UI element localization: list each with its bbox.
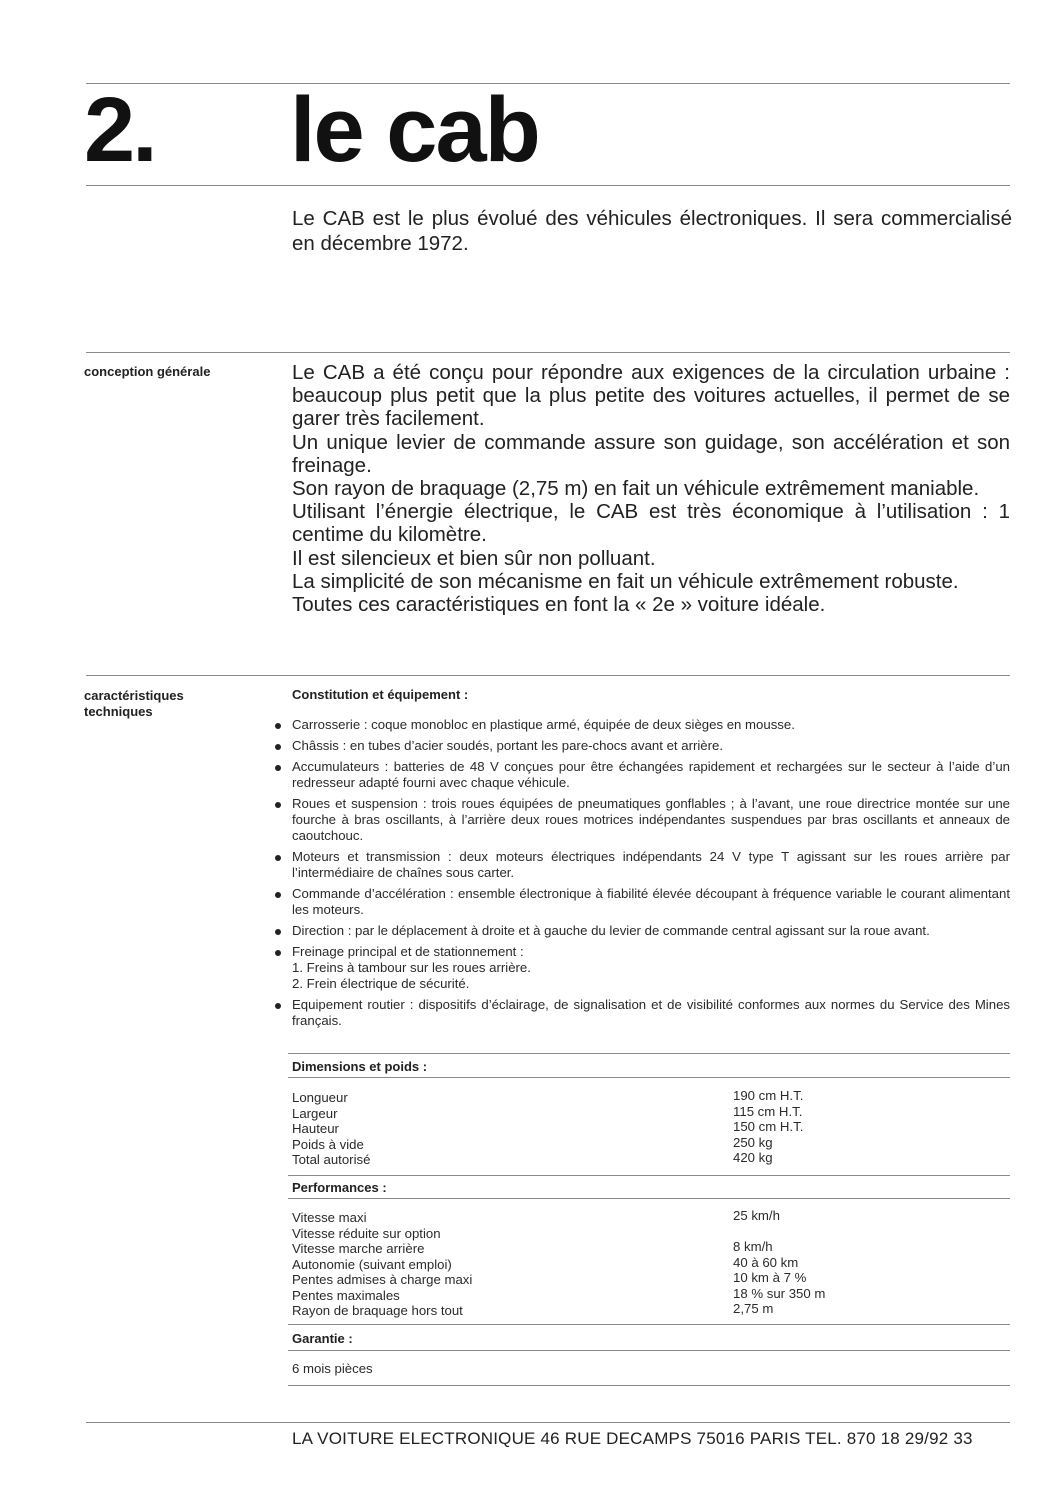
technical-label: [84, 688, 184, 720]
guarantee-heading: Garantie :: [292, 1331, 353, 1346]
row-label: Total autorisé: [292, 1152, 371, 1167]
conception-paragraph: Le CAB a été conçu pour répondre aux exigences de la circulation urbaine : beaucoup plus petit que la plus petite des voitures actuelles, il permet de se garer très facilement.: [292, 361, 1010, 431]
list-item-text: Equipement routier : dispositifs d’éclairage, de signalisation et de visibilité conformes aux normes du Service des Mines français.: [292, 997, 1010, 1028]
technical-rule: [86, 675, 1010, 676]
technical-label-line: techniques: [84, 704, 153, 719]
guarantee-rule-bottom: [288, 1350, 1010, 1351]
conception-rule: [86, 352, 1010, 353]
list-item: [272, 717, 1010, 733]
row-value: 115 cm H.T.: [733, 1103, 803, 1119]
page-title: le cab: [290, 79, 539, 181]
footer-address: LA VOITURE ELECTRONIQUE 46 RUE DECAMPS 75016 PARIS TEL. 870 18 29/92 33: [292, 1429, 973, 1448]
list-item: [272, 796, 1010, 844]
row-label: Autonomie (suivant emploi): [292, 1256, 452, 1272]
row-value: 250 kg: [733, 1134, 773, 1150]
guarantee-rule-top: [288, 1324, 1010, 1325]
list-item-text: Carrosserie : coque monobloc en plastique armé, équipée de deux sièges en mousse.: [292, 717, 795, 732]
conception-body: [292, 361, 1010, 616]
guarantee-value: 6 mois pièces: [292, 1361, 373, 1376]
row-label: Pentes admises à charge maxi: [292, 1272, 473, 1287]
bullet-icon: [275, 855, 281, 861]
list-item-text: Châssis : en tubes d’acier soudés, portant les pare-chocs avant et arrière.: [292, 738, 724, 753]
braking-label: Freinage principal et de stationnement :: [292, 944, 524, 959]
list-item: [272, 886, 1010, 918]
row-value: 420 kg: [733, 1150, 773, 1165]
table-row: [292, 1208, 992, 1224]
conception-paragraph: Son rayon de braquage (2,75 m) en fait un véhicule extrêmement maniable.: [292, 477, 980, 501]
row-label: Vitesse réduite sur option: [292, 1225, 441, 1241]
dimensions-table: [292, 1088, 992, 1166]
table-row: [292, 1270, 992, 1286]
braking-sub-item: 1. Freins à tambour sur les roues arrière.: [292, 960, 531, 975]
list-item-text: Direction : par le déplacement à droite et à gauche du levier de commande central agissant sur la roue avant.: [292, 923, 930, 938]
row-value: 18 % sur 350 m: [733, 1285, 826, 1301]
list-item: [272, 997, 1010, 1029]
row-label: Pentes maximales: [292, 1287, 400, 1303]
bullet-icon: [275, 723, 281, 729]
list-item: [272, 849, 1010, 881]
row-value: 8 km/h: [733, 1239, 773, 1254]
conception-label: conception générale: [84, 364, 211, 379]
constitution-heading: Constitution et équipement :: [292, 687, 469, 702]
performances-rule-top: [288, 1175, 1010, 1176]
performances-heading: Performances :: [292, 1180, 387, 1195]
conception-paragraph: Il est silencieux et bien sûr non polluant.: [292, 546, 656, 570]
table-row: [292, 1150, 992, 1166]
table-row: [292, 1301, 992, 1317]
performances-rule-bottom: [288, 1198, 1010, 1199]
list-item: [272, 923, 1010, 939]
technical-label-line: caractéristiques: [84, 688, 184, 703]
row-value: 25 km/h: [733, 1208, 780, 1223]
row-label: Rayon de braquage hors tout: [292, 1303, 463, 1318]
footer-rule: [86, 1422, 1010, 1423]
row-value: 40 à 60 km: [733, 1254, 799, 1270]
list-item: [272, 759, 1010, 791]
bullet-icon: [275, 744, 281, 750]
dimensions-heading: Dimensions et poids :: [292, 1059, 428, 1074]
table-row: [292, 1104, 992, 1120]
list-item-text: Commande d’accélération : ensemble électronique à fiabilité élevée découpant à fréquence variable le courant alimentant les moteurs.: [292, 886, 1010, 917]
list-item: [272, 738, 1010, 754]
list-item-text: Moteurs et transmission : deux moteurs électriques indépendants 24 V type T agissant sur les roues arrière par l’intermédiaire de chaînes sous carter.: [292, 849, 1010, 880]
table-row: [292, 1239, 992, 1255]
list-item: [272, 944, 1010, 992]
bullet-icon: [275, 802, 281, 808]
row-label: Largeur: [292, 1105, 338, 1121]
dimensions-rule-bottom: [288, 1077, 1010, 1078]
row-label: Vitesse maxi: [292, 1210, 367, 1225]
performances-table: [292, 1208, 992, 1317]
row-label: Vitesse marche arrière: [292, 1241, 425, 1256]
intro-text: Le CAB est le plus évolué des véhicules électroniques. Il sera commercialisé en décembre 1972.: [292, 207, 1012, 255]
dimensions-rule-top: [288, 1053, 1010, 1054]
conception-paragraph: Toutes ces caractéristiques en font la « 2e » voiture idéale.: [292, 593, 826, 617]
bullet-icon: [275, 929, 281, 935]
conception-paragraph: La simplicité de son mécanisme en fait un véhicule extrêmement robuste.: [292, 569, 959, 593]
row-label: Poids à vide: [292, 1136, 364, 1152]
row-value: 190 cm H.T.: [733, 1088, 804, 1103]
row-value: 2,75 m: [733, 1301, 774, 1316]
bullet-icon: [275, 950, 281, 956]
table-row: [292, 1224, 992, 1240]
conception-paragraph: Utilisant l’énergie électrique, le CAB est très économique à l’utilisation : 1 centime du kilomètre.: [292, 500, 1010, 547]
equipment-list: [272, 717, 1010, 1034]
table-row: [292, 1255, 992, 1271]
table-row: [292, 1088, 992, 1104]
row-label: Longueur: [292, 1090, 348, 1105]
row-value: 150 cm H.T.: [733, 1119, 804, 1134]
section-number: 2.: [84, 79, 155, 181]
list-item-text: Roues et suspension : trois roues équipées de pneumatiques gonflables ; à l’avant, une roue directrice montée sur une fourche à bras oscillants, à l’arrière deux roues motrices indépendantes suspendues par bras oscillants et anneaux de caoutchouc.: [292, 796, 1010, 843]
table-row: [292, 1119, 992, 1135]
table-row: [292, 1135, 992, 1151]
row-value: 10 km à 7 %: [733, 1270, 807, 1285]
list-item-text: Accumulateurs : batteries de 48 V conçues pour être échangées rapidement et rechargées sur le secteur à l’aide d’un redresseur adapté fourni avec chaque véhicule.: [292, 759, 1010, 790]
row-label: Hauteur: [292, 1121, 339, 1136]
conception-paragraph: Un unique levier de commande assure son guidage, son accélération et son freinage.: [292, 430, 1010, 477]
guarantee-rule-end: [288, 1385, 1010, 1386]
bullet-icon: [275, 1003, 281, 1009]
table-row: [292, 1286, 992, 1302]
bullet-icon: [275, 892, 281, 898]
bullet-icon: [275, 765, 281, 771]
title-rule: [86, 185, 1010, 186]
braking-sub-item: 2. Frein électrique de sécurité.: [292, 976, 470, 991]
top-rule: [86, 83, 1010, 84]
